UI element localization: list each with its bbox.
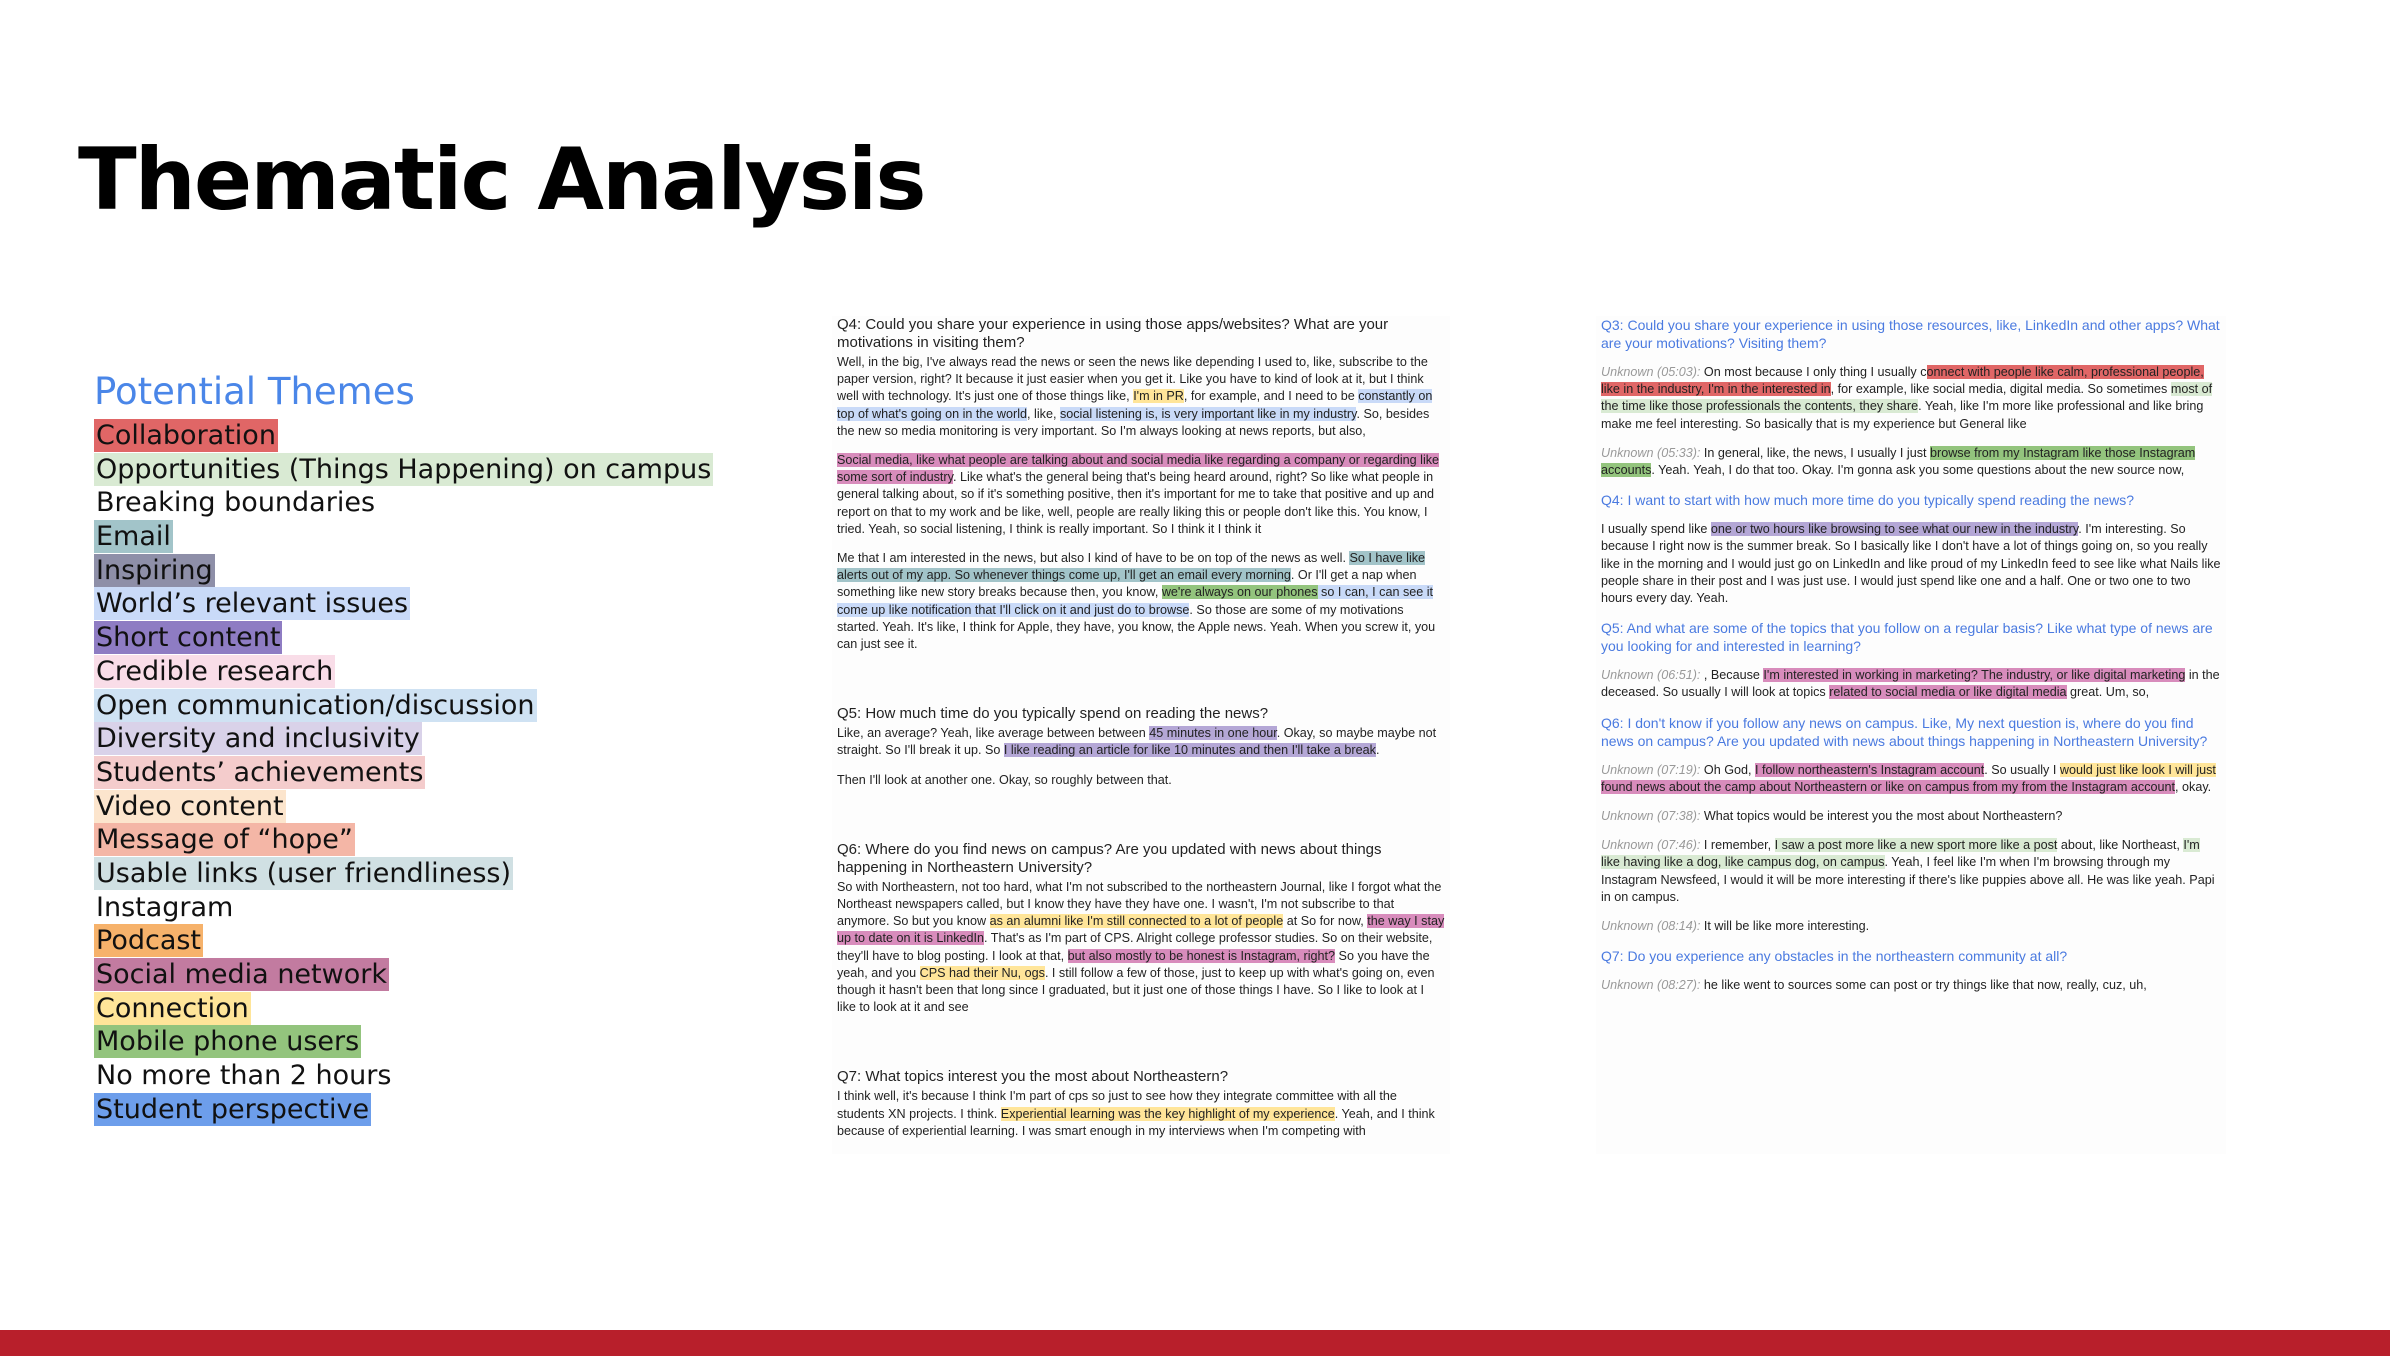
theme-label: Connection (96, 992, 249, 1024)
theme-item (94, 621, 754, 655)
transcript-text: I think well, it's because I think I'm part of cps so just to see how they integrate committee with all the students XN projects. I think. (837, 1089, 1397, 1121)
transcript-text: . So, besides the new so media monitoring is very important. So I'm always looking at news reports, but also, (837, 406, 1430, 438)
theme-label: No more than 2 hours (96, 1060, 392, 1092)
footer-accent-bar (0, 1330, 2390, 1356)
theme-label: Inspiring (96, 554, 213, 586)
transcript-text: . Okay, so maybe maybe not straight. So I'll break it up. So (837, 726, 1437, 758)
question-q4: Q4: Could you share your experience in using those apps/websites? What are your motivations in visiting them? (837, 316, 1389, 351)
theme-label: Opportunities (Things Happening) on campus (96, 453, 712, 485)
transcript-text: , for example, and I need to be (1183, 389, 1359, 404)
highlighted-text: I follow northeastern's Instagram account (1755, 762, 1985, 777)
transcript-text: , Because (1700, 668, 1764, 683)
transcript-text: . So usually I (1984, 762, 2060, 777)
theme-label: Collaboration (96, 420, 276, 451)
highlighted-text: CPS had their Nu, ogs (919, 965, 1045, 980)
transcript-text: Me that I am interested in the news, but also I kind of have to be on top of the news as well. (837, 551, 1350, 566)
answer-paragraph (837, 354, 1445, 440)
answer-paragraph (1601, 521, 2221, 607)
speaker-timestamp: Unknown (05:33): (1601, 445, 1701, 460)
transcript-text: Well, in the big, I've always read the news or seen the news like depending I used to, like, subscribe to the paper version, right? It because it just easier when you get it. Like you have to kind of look at it, but I think well with technology. It's just one of those things like, (837, 355, 1428, 404)
highlighted-text: onnect with people like calm, professional people, like in the industry, I'm in the interested in (1601, 365, 2204, 397)
theme-item (94, 857, 754, 891)
transcript-text: So with Northeastern, not too hard, what I'm not subscribed to the northeastern Journal, like I forgot what the Northeast newspapers called, but I know they have they have one. I wasn't, I'm not subscribe to that anymore. So but you know (837, 879, 1442, 929)
transcript-text: , like, (1027, 406, 1060, 421)
highlighted-text: I like reading an article for like 10 minutes and then I'll take a break (1003, 743, 1376, 758)
theme-item (94, 722, 754, 756)
highlighted-text: So I have like alerts out of my app. So whenever things come up, I'll get an email every morning (837, 551, 1426, 583)
theme-item (94, 756, 754, 790)
speaker-timestamp: Unknown (08:27): (1601, 978, 1701, 993)
transcript-text: On most because I only thing I usually c (1700, 365, 1927, 379)
themes-heading: Potential Themes (94, 370, 415, 413)
theme-label: Email (96, 521, 171, 553)
highlighted-text: social listening is, is very important like in my industry (1059, 406, 1357, 421)
theme-list (94, 419, 754, 1126)
theme-label: Usable links (user friendliness) (96, 857, 511, 889)
highlighted-text: browse from my Instagram like those Instagram accounts (1601, 445, 2196, 478)
answer-paragraph (1601, 445, 2221, 479)
theme-label: Video content (96, 790, 284, 822)
speaker-timestamp: Unknown (07:38): (1601, 809, 1701, 824)
answer-paragraph: Then I'll look at another one. Okay, so roughly between that. (837, 772, 1172, 787)
answer-paragraph (837, 550, 1445, 653)
answer-paragraph (1601, 837, 2221, 906)
highlighted-text: I'm in PR (1133, 389, 1184, 404)
transcript-text: . Yeah, I feel like I'm when I'm browsing through my Instagram Newsfeed, I would it will be more interesting if there's like puppies above all. He was like yeah. Papi in on campus. (1601, 855, 2215, 904)
answer-paragraph (1601, 918, 2221, 935)
highlighted-text: found news about the camp about Northeastern or like on campus from my from the Instagram account (1601, 779, 2176, 794)
speaker-timestamp: Unknown (08:14): (1601, 919, 1701, 934)
answer-paragraph (1601, 762, 2221, 796)
transcript-text: . Yeah. Yeah, I do that too. Okay. I'm gonna ask you some questions about the new source now, (1651, 463, 2185, 478)
answer-paragraph (837, 725, 1445, 759)
transcript-text: Like, an average? Yeah, like average between between (837, 726, 1150, 741)
highlighted-text: so I can, I can see it come up like notification that I'll click on it and just do to browse (837, 585, 1434, 617)
theme-label: Credible research (96, 655, 334, 687)
transcript-text: . I still follow a few of those, just to keep up with what's going on, even though it hasn't been that long since I graduated, but it just one of those things I have. So I like to look at I like to look at it and see (837, 965, 1435, 1015)
transcript-excerpt-1 (832, 316, 1450, 1154)
theme-label: Students’ achievements (96, 756, 424, 788)
answer-text: What topics would be interest you the most about Northeastern? (1700, 809, 2063, 824)
highlighted-text: constantly on top of what's going on in the world (837, 389, 1433, 421)
highlighted-text: as an alumni like I'm still connected to a lot of people (989, 914, 1284, 929)
highlighted-text: but also mostly to be honest is Instagram, right? (1067, 948, 1336, 963)
highlighted-text: would just like look I will just (2059, 762, 2216, 777)
transcript-text: . Or I'll get a nap when something like new story breaks because then, you know, (837, 568, 1417, 600)
transcript-text: . That's as I'm part of CPS. Alright college professor studies. So on their website, they'll have to blog posting. I look at that, (837, 931, 1433, 963)
answer-paragraph (837, 452, 1445, 538)
theme-item (94, 689, 754, 723)
highlighted-text: I'm interested in working in marketing? The industry, or like digital marketing (1763, 668, 2186, 683)
question-q3: Q3: Could you share your experience in using those resources, like, LinkedIn and other apps? What are your motivations? Visiting them? (1601, 317, 2220, 351)
highlighted-text: most of the time like those professionals the contents, they share (1601, 382, 2213, 414)
theme-item (94, 992, 754, 1026)
question-q5: Q5: And what are some of the topics that you follow on a regular basis? Like what type of news are you looking for and interested in learning? (1601, 620, 2213, 655)
theme-item (94, 958, 754, 992)
highlighted-text: related to social media or like digital media (1829, 685, 2067, 700)
answer-paragraph (1601, 808, 2221, 825)
question-q7: Q7: Do you experience any obstacles in the northeastern community at all? (1601, 948, 2068, 965)
answer-paragraph (837, 1088, 1445, 1140)
theme-item (94, 823, 754, 857)
slide-title: Thematic Analysis (78, 130, 925, 230)
theme-item (94, 790, 754, 824)
highlighted-text: Experiential learning was the key highlight of my experience (1000, 1106, 1335, 1121)
highlighted-text: we're always on our phones (1161, 585, 1318, 600)
theme-label: Diversity and inclusivity (96, 723, 420, 755)
highlighted-text: I'm like having like a dog, like campus dog, on campus (1601, 838, 2200, 870)
theme-label: Instagram (96, 891, 234, 923)
theme-label: Message of “hope” (96, 824, 353, 856)
answer-text: he like went to sources some can post or try things like that now, really, cuz, uh, (1700, 978, 2147, 993)
transcript-text: great. Um, so, (2066, 685, 2150, 700)
question-q6: Q6: I don't know if you follow any news on campus. Like, My next question is, where do you find news on campus? Are you updated with news about things happening in Northeastern University? (1601, 714, 2208, 749)
theme-item (94, 1059, 754, 1093)
speaker-timestamp: Unknown (07:19): (1601, 762, 1701, 777)
transcript-text: . So those are some of my motivations started. Yeah. It's like, I think for Apple, they have, you know, the Apple news. Yeah. When you screw it, you can just see it. (837, 602, 1436, 652)
theme-item (94, 1025, 754, 1059)
transcript-text: So you have the yeah, and you (837, 948, 1430, 980)
theme-label: Open communication/discussion (96, 689, 535, 721)
transcript-text: in the deceased. So usually I will look at topics (1601, 668, 2220, 700)
transcript-text: , okay. (2175, 779, 2212, 794)
theme-item (94, 520, 754, 554)
transcript-text: . I'm interesting. So because I right now is the summer break. So I basically like I don't have a lot of things going on, so you really like in the morning and I would just go on LinkedIn and like proud of my LinkedIn feed to see like what Nails like people share in their post and I was just use. I would just spend like one and a half. One or two one to two hours every day. Yeah. (1601, 522, 2221, 606)
theme-item (94, 486, 754, 520)
answer-paragraph (1601, 667, 2221, 701)
highlighted-text: one or two hours like browsing to see what our new in the industry (1710, 522, 2079, 537)
highlighted-text: 45 minutes in one hour (1149, 726, 1277, 741)
question-q4: Q4: I want to start with how much more time do you typically spend reading the news? (1601, 492, 2135, 509)
transcript-text: . Yeah, like I'm more like professional and like bring make me feel interesting. So basically that is my experience but General like (1601, 399, 2204, 431)
speaker-timestamp: Unknown (07:46): (1601, 838, 1701, 853)
theme-label: Student perspective (96, 1093, 370, 1125)
answer-paragraph (837, 879, 1445, 1017)
transcript-text: In general, like, the news, I usually I just (1700, 445, 1931, 460)
transcript-text: about, like Northeast, (2057, 838, 2184, 853)
theme-item (94, 453, 754, 487)
answer-paragraph (1601, 364, 2221, 433)
theme-item (94, 924, 754, 958)
theme-label: Social media network (96, 959, 387, 990)
answer-paragraph (1601, 977, 2221, 994)
themes-panel (94, 370, 754, 1126)
highlighted-text: I saw a post more like a new sport more like a post (1774, 838, 2058, 853)
theme-label: Mobile phone users (96, 1026, 360, 1058)
theme-label: Short content (96, 622, 281, 654)
theme-item (94, 587, 754, 621)
transcript-excerpt-2 (1596, 316, 2226, 1154)
theme-item (94, 554, 754, 588)
theme-label: Podcast (96, 925, 202, 957)
transcript-text: . Like what's the general being that's being heard around, right? So like what people in general talking about, so if it's something positive, then it's important for me to take that positive and up and report on that to my work and be like, well, people are really liking this or people don't like this. You know, I tried. Yeah, so social listening, I think is really important. So I think it I think it (837, 470, 1435, 536)
highlighted-text: the way I stay up to date on it is LinkedIn (837, 914, 1445, 946)
theme-item (94, 891, 754, 925)
transcript-text: at So for now, (1283, 914, 1368, 929)
theme-item (94, 1093, 754, 1127)
transcript-text: Oh God, (1700, 762, 1756, 777)
question-q7: Q7: What topics interest you the most about Northeastern? (837, 1068, 1229, 1086)
question-q6: Q6: Where do you find news on campus? Are you updated with news about things happening in Northeastern University? (837, 840, 1382, 876)
speaker-timestamp: Unknown (05:03): (1601, 365, 1701, 379)
transcript-text: I usually spend like (1601, 522, 1711, 537)
theme-item (94, 419, 754, 453)
question-q5: Q5: How much time do you typically spend on reading the news? (837, 705, 1269, 723)
transcript-text: . Yeah, and I think because of experiential learning. I was smart enough in my interviews when I'm competing with (837, 1106, 1435, 1138)
transcript-text: I remember, (1700, 838, 1775, 853)
transcript-text: , for example, like social media, digital media. So sometimes (1830, 382, 2171, 397)
transcript-text: . (1375, 743, 1380, 758)
theme-label: Breaking boundaries (96, 487, 376, 519)
answer-text: It will be like more interesting. (1700, 919, 1870, 934)
speaker-timestamp: Unknown (06:51): (1601, 668, 1701, 683)
theme-label: World’s relevant issues (96, 588, 409, 620)
theme-item (94, 655, 754, 689)
highlighted-text: Social media, like what people are talking about and social media like regarding a company or regarding like some sort of industry (837, 453, 1440, 485)
